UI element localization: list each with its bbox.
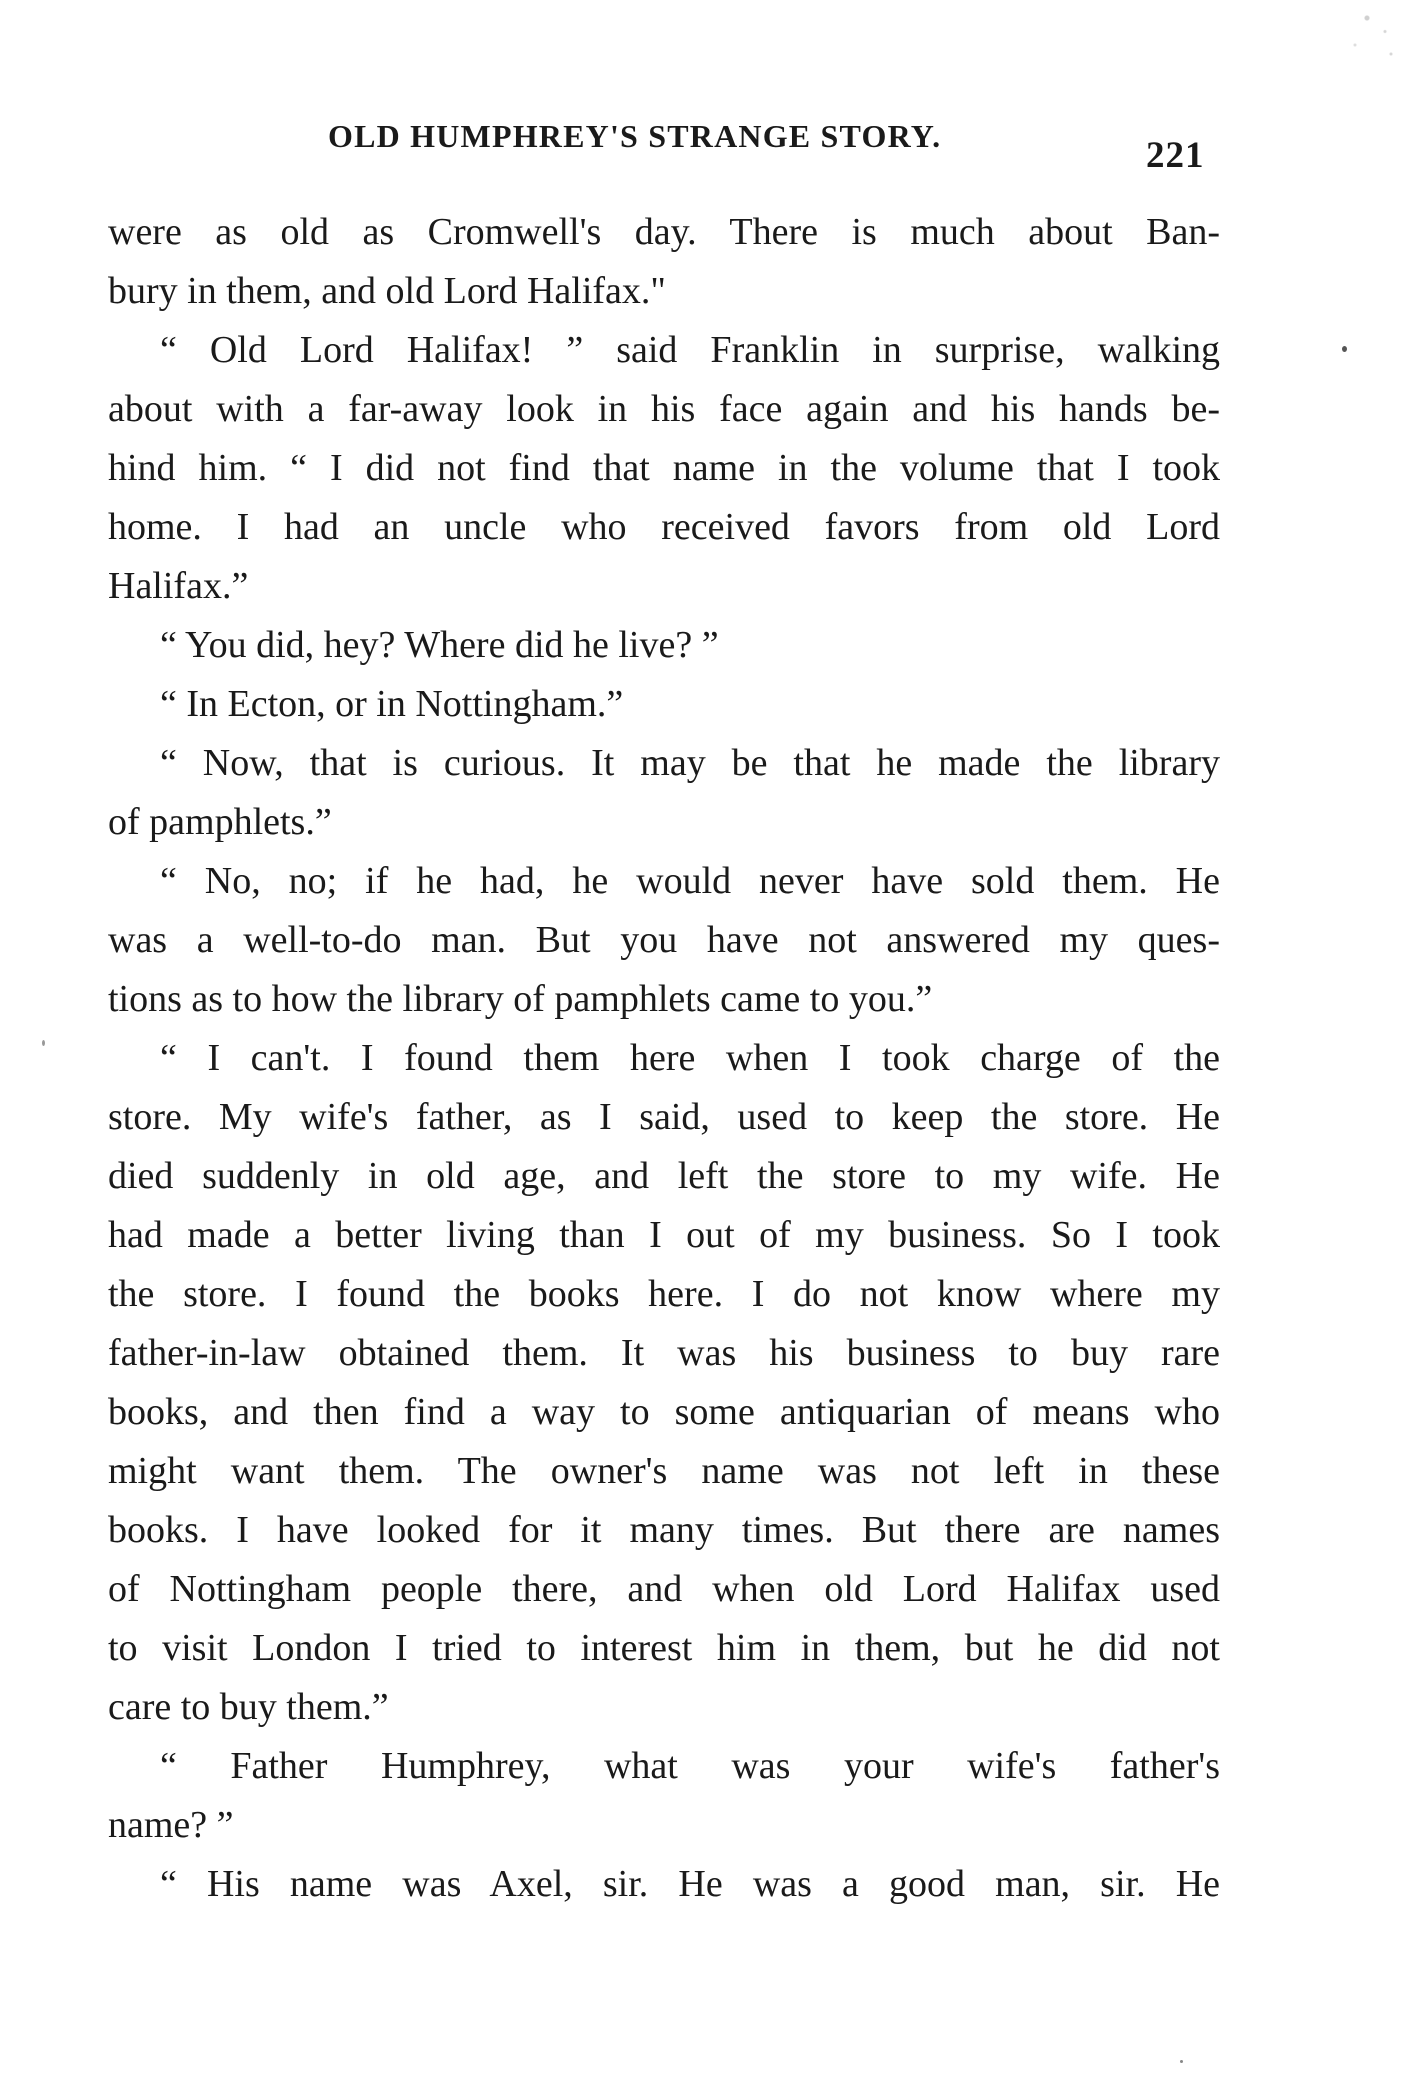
text-line: name? ” [108, 1804, 234, 1846]
text-line: “ I can't. I found them here when I took charge of the [160, 1037, 1220, 1079]
page-number: 221 [1146, 135, 1205, 176]
text-line: books. I have looked for it many times. But there are names [108, 1509, 1220, 1551]
text-line: tions as to how the library of pamphlets came to you.” [108, 978, 933, 1020]
text-line: of Nottingham people there, and when old Lord Halifax used [108, 1568, 1220, 1610]
text-line: about with a far-away look in his face again and his hands be- [108, 388, 1220, 430]
text-line: store. My wife's father, as I said, used to keep the store. He [108, 1096, 1220, 1138]
scan-speck [1180, 2060, 1183, 2063]
text-line: of pamphlets.” [108, 801, 332, 843]
text-line: “ Father Humphrey, what was your wife's father's [160, 1745, 1220, 1787]
text-line: the store. I found the books here. I do not know where my [108, 1273, 1220, 1315]
text-line: bury in them, and old Lord Halifax." [108, 270, 666, 312]
running-title: OLD HUMPHREY'S STRANGE STORY. [328, 118, 942, 154]
text-line: hind him. “ I did not find that name in the volume that I took [108, 447, 1220, 489]
text-line: were as old as Cromwell's day. There is much about Ban- [108, 211, 1220, 253]
scan-speck [42, 1040, 45, 1046]
text-line: might want them. The owner's name was not left in these [108, 1450, 1220, 1492]
text-line: “ His name was Axel, sir. He was a good man, sir. He [160, 1863, 1220, 1905]
text-line: died suddenly in old age, and left the store to my wife. He [108, 1155, 1220, 1197]
running-head [0, 118, 1403, 176]
text-line: “ You did, hey? Where did he live? ” [160, 624, 719, 666]
text-line: “ No, no; if he had, he would never have sold them. He [160, 860, 1220, 902]
scan-noise [1283, 0, 1403, 90]
text-line: “ In Ecton, or in Nottingham.” [160, 683, 624, 725]
text-line: care to buy them.” [108, 1686, 389, 1728]
text-line: “ Old Lord Halifax! ” said Franklin in surprise, walking [160, 329, 1220, 371]
body-text [108, 203, 1220, 1914]
text-line: father-in-law obtained them. It was his business to buy rare [108, 1332, 1220, 1374]
scan-speck [1342, 346, 1347, 352]
text-line: home. I had an uncle who received favors from old Lord [108, 506, 1220, 548]
text-line: was a well-to-do man. But you have not answered my ques- [108, 919, 1220, 961]
text-line: had made a better living than I out of my business. So I took [108, 1214, 1220, 1256]
text-line: books, and then find a way to some antiquarian of means who [108, 1391, 1220, 1433]
text-line: Halifax.” [108, 565, 249, 607]
text-line: “ Now, that is curious. It may be that he made the library [160, 742, 1220, 784]
text-line: to visit London I tried to interest him in them, but he did not [108, 1627, 1220, 1669]
